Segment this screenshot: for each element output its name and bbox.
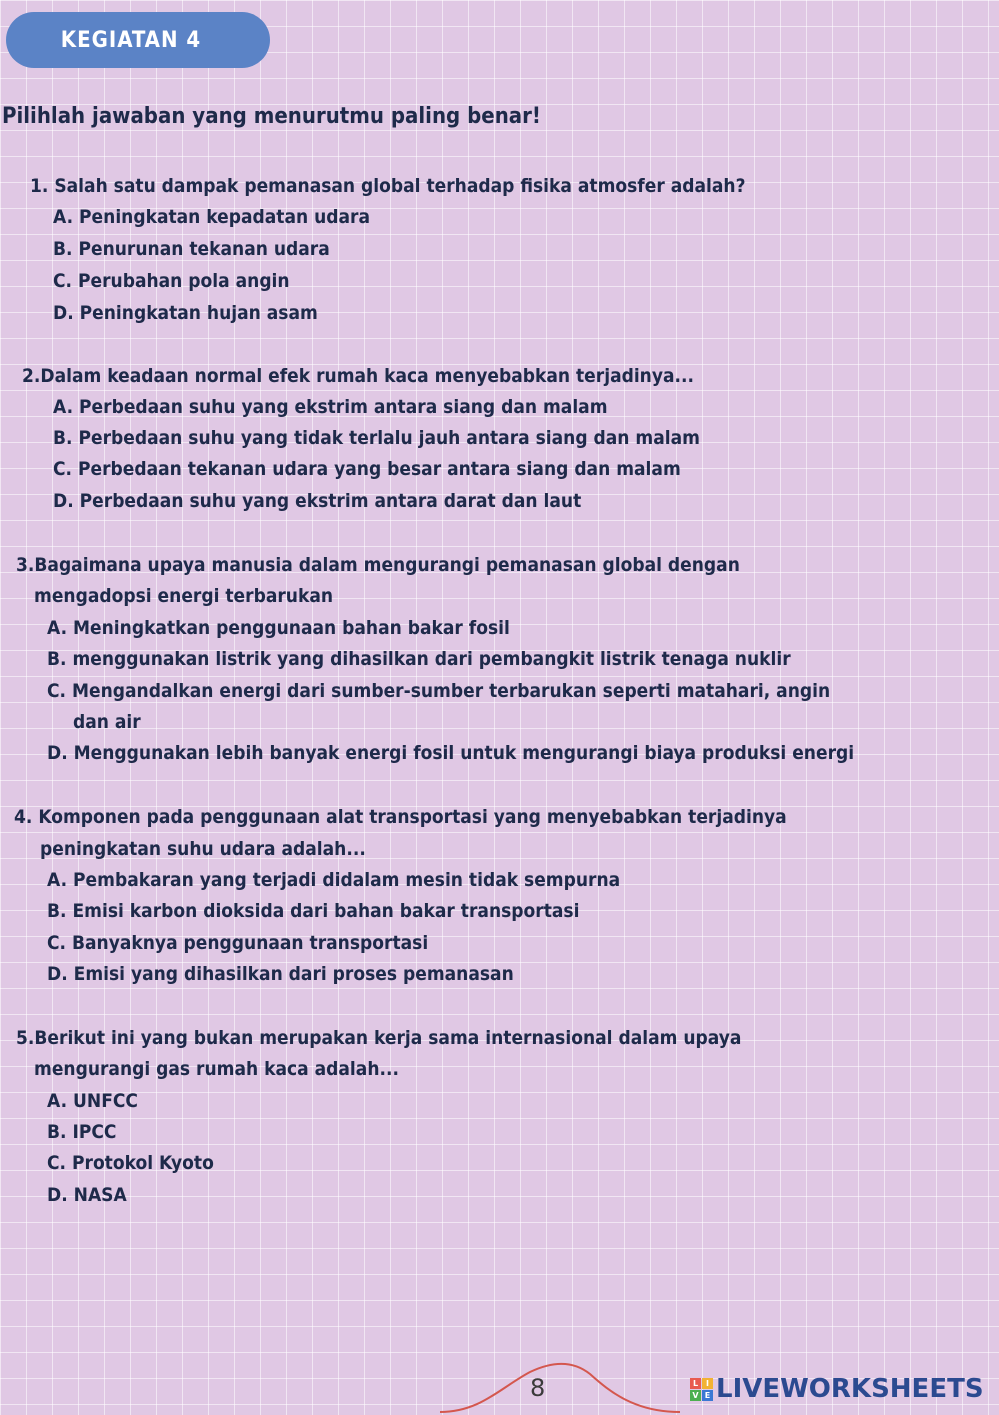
question-1-text: 1. Salah satu dampak pemanasan global terhadap fisika atmosfer adalah? [30,175,746,197]
question-5-text: 5.Berikut ini yang bukan merupakan kerja sama internasional dalam upaya [16,1027,742,1049]
question-2-text: 2.Dalam keadaan normal efek rumah kaca menyebabkan terjadinya... [22,365,695,387]
question-4-text-line-2: peningkatan suhu udara adalah... [40,838,366,860]
question-3-text-line-2: mengadopsi energi terbarukan [34,585,334,607]
page-number: 8 [530,1374,546,1402]
question-5-option-b[interactable]: B. IPCC [47,1121,117,1143]
instruction-text: Pilihlah jawaban yang menurutmu paling benar! [2,104,541,129]
question-2-option-a[interactable]: A. Perbedaan suhu yang ekstrim antara siang dan malam [53,396,608,418]
question-1-option-b[interactable]: B. Penurunan tekanan udara [53,238,330,260]
page-wave-decoration [440,1360,680,1415]
question-4-option-d[interactable]: D. Emisi yang dihasilkan dari proses pemanasan [47,963,514,985]
question-5-option-a[interactable]: A. UNFCC [47,1090,138,1112]
logo-letter-l: L [690,1378,701,1389]
question-3-option-d[interactable]: D. Menggunakan lebih banyak energi fosil untuk mengurangi biaya produksi energi [47,742,855,764]
brand-name: LIVEWORKSHEETS [716,1374,984,1404]
question-4-option-b[interactable]: B. Emisi karbon dioksida dari bahan bakar transportasi [47,900,580,922]
question-3-option-a[interactable]: A. Meningkatkan penggunaan bahan bakar fosil [47,617,510,639]
activity-badge: KEGIATAN 4 [6,12,270,68]
question-2-option-b[interactable]: B. Perbedaan suhu yang tidak terlalu jauh antara siang dan malam [53,427,700,449]
logo-letter-v: V [690,1390,701,1401]
question-3-option-c[interactable]: C. Mengandalkan energi dari sumber-sumber terbarukan seperti matahari, angin [47,680,831,702]
question-2-option-d[interactable]: D. Perbedaan suhu yang ekstrim antara darat dan laut [53,490,582,512]
question-1-option-a[interactable]: A. Peningkatan kepadatan udara [53,206,371,228]
question-3-text: 3.Bagaimana upaya manusia dalam mengurangi pemanasan global dengan [16,554,740,576]
question-2-option-c[interactable]: C. Perbedaan tekanan udara yang besar antara siang dan malam [53,458,681,480]
question-1-option-d[interactable]: D. Peningkatan hujan asam [53,302,318,324]
question-5-option-c[interactable]: C. Protokol Kyoto [47,1152,214,1174]
logo-letter-i: I [702,1378,713,1389]
question-1-option-c[interactable]: C. Perubahan pola angin [53,270,290,292]
question-3-option-c-line-2: dan air [73,711,141,733]
logo-letter-e: E [702,1390,713,1401]
question-5-text-line-2: mengurangi gas rumah kaca adalah... [34,1058,399,1080]
question-3-option-b[interactable]: B. menggunakan listrik yang dihasilkan dari pembangkit listrik tenaga nuklir [47,648,791,670]
liveworksheets-logo-icon [690,1378,713,1401]
question-4-option-a[interactable]: A. Pembakaran yang terjadi didalam mesin tidak sempurna [47,869,621,891]
liveworksheets-brand[interactable] [690,1374,984,1404]
question-5-option-d[interactable]: D. NASA [47,1184,127,1206]
question-4-text: 4. Komponen pada penggunaan alat transportasi yang menyebabkan terjadinya [14,806,787,828]
question-4-option-c[interactable]: C. Banyaknya penggunaan transportasi [47,932,429,954]
